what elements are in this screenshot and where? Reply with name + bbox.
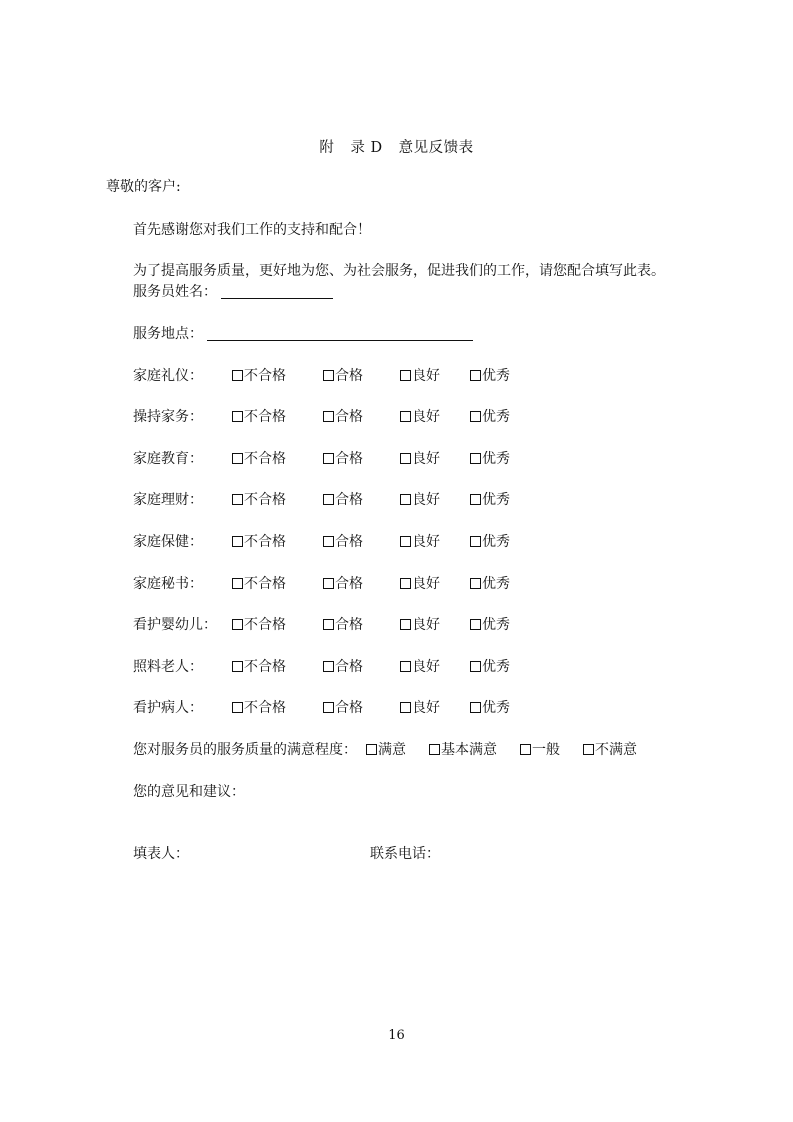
rating-option-good[interactable]: 良好 [400,575,440,593]
rating-option-pass[interactable]: 合格 [323,450,363,468]
rating-option-fail[interactable]: 不合格 [232,367,286,385]
rating-option-excellent[interactable]: 优秀 [470,616,510,634]
rating-option-pass[interactable]: 合格 [323,658,363,676]
checkbox-icon[interactable] [323,411,334,422]
rating-option-excellent[interactable]: 优秀 [470,575,510,593]
checkbox-icon[interactable] [470,578,481,589]
checkbox-icon[interactable] [232,661,243,672]
rating-option-fail[interactable]: 不合格 [232,616,286,634]
checkbox-icon[interactable] [323,536,334,547]
rating-label-infant-care: 看护婴幼儿： [133,617,217,633]
rating-option-excellent[interactable]: 优秀 [470,533,510,551]
rating-option-good[interactable]: 良好 [400,658,440,676]
checkbox-icon[interactable] [323,661,334,672]
satisfaction-option-basically-satisfied[interactable]: 基本满意 [429,741,497,759]
rating-option-fail[interactable]: 不合格 [232,450,286,468]
checkbox-icon[interactable] [232,578,243,589]
checkbox-icon[interactable] [400,536,411,547]
checkbox-icon[interactable] [400,702,411,713]
checkbox-icon[interactable] [323,494,334,505]
rating-option-good[interactable]: 良好 [400,533,440,551]
checkbox-icon[interactable] [470,453,481,464]
checkbox-icon[interactable] [400,370,411,381]
checkbox-icon[interactable] [400,578,411,589]
rating-label-patient-care: 看护病人： [133,700,203,716]
title-part-3: 意见反馈表 [398,140,474,156]
rating-option-pass[interactable]: 合格 [323,575,363,593]
suggestions-label: 您的意见和建议： [133,784,245,800]
rating-option-good[interactable]: 良好 [400,616,440,634]
rating-option-pass[interactable]: 合格 [323,367,363,385]
checkbox-icon[interactable] [429,744,440,755]
rating-label-housework: 操持家务： [133,409,203,425]
page-number: 16 [388,1028,405,1043]
staff-name-field[interactable] [221,284,333,299]
rating-option-good[interactable]: 良好 [400,699,440,717]
rating-option-good[interactable]: 良好 [400,408,440,426]
service-location-row [133,325,473,343]
phone-label: 联系电话： [370,846,440,862]
title-part-1: 附 [319,140,335,156]
rating-option-excellent[interactable]: 优秀 [470,450,510,468]
service-location-field[interactable] [207,326,473,341]
rating-label-elderly-care: 照料老人： [133,659,203,675]
rating-option-excellent[interactable]: 优秀 [470,658,510,676]
satisfaction-label: 您对服务员的服务质量的满意程度： [133,742,357,758]
checkbox-icon[interactable] [400,411,411,422]
rating-option-fail[interactable]: 不合格 [232,658,286,676]
title-part-2: 录 D [350,140,383,156]
checkbox-icon[interactable] [323,578,334,589]
checkbox-icon[interactable] [470,702,481,713]
staff-name-label: 服务员姓名： [133,284,217,300]
rating-option-pass[interactable]: 合格 [323,408,363,426]
rating-option-pass[interactable]: 合格 [323,491,363,509]
rating-option-good[interactable]: 良好 [400,491,440,509]
satisfaction-option-average[interactable]: 一般 [520,741,560,759]
checkbox-icon[interactable] [232,494,243,505]
rating-option-excellent[interactable]: 优秀 [470,367,510,385]
checkbox-icon[interactable] [323,453,334,464]
checkbox-icon[interactable] [470,494,481,505]
checkbox-icon[interactable] [583,744,594,755]
rating-label-etiquette: 家庭礼仪： [133,368,203,384]
intro-text: 为了提高服务质量，更好地为您、为社会服务，促进我们的工作，请您配合填写此表。 [133,263,665,279]
checkbox-icon[interactable] [470,411,481,422]
rating-option-fail[interactable]: 不合格 [232,533,286,551]
rating-label-finance: 家庭理财： [133,492,203,508]
rating-option-fail[interactable]: 不合格 [232,408,286,426]
checkbox-icon[interactable] [400,661,411,672]
rating-label-secretary: 家庭秘书： [133,576,203,592]
checkbox-icon[interactable] [232,453,243,464]
checkbox-icon[interactable] [323,370,334,381]
checkbox-icon[interactable] [520,744,531,755]
rating-option-pass[interactable]: 合格 [323,533,363,551]
checkbox-icon[interactable] [470,536,481,547]
rating-option-pass[interactable]: 合格 [323,699,363,717]
rating-label-healthcare: 家庭保健： [133,534,203,550]
checkbox-icon[interactable] [470,619,481,630]
page-title [0,139,793,157]
satisfaction-option-unsatisfied[interactable]: 不满意 [583,741,637,759]
rating-option-excellent[interactable]: 优秀 [470,491,510,509]
checkbox-icon[interactable] [232,536,243,547]
satisfaction-option-satisfied[interactable]: 满意 [366,741,406,759]
checkbox-icon[interactable] [232,370,243,381]
rating-option-excellent[interactable]: 优秀 [470,408,510,426]
checkbox-icon[interactable] [232,619,243,630]
checkbox-icon[interactable] [232,702,243,713]
thanks-text: 首先感谢您对我们工作的支持和配合！ [133,222,371,238]
rating-option-excellent[interactable]: 优秀 [470,699,510,717]
checkbox-icon[interactable] [470,661,481,672]
checkbox-icon[interactable] [323,619,334,630]
rating-option-fail[interactable]: 不合格 [232,699,286,717]
staff-name-row [133,283,333,301]
checkbox-icon[interactable] [400,494,411,505]
checkbox-icon[interactable] [400,453,411,464]
rating-label-education: 家庭教育： [133,451,203,467]
rating-option-good[interactable]: 良好 [400,450,440,468]
checkbox-icon[interactable] [323,702,334,713]
checkbox-icon[interactable] [232,411,243,422]
service-location-label: 服务地点： [133,326,203,342]
greeting: 尊敬的客户: [106,179,181,195]
rating-option-good[interactable]: 良好 [400,367,440,385]
checkbox-icon[interactable] [400,619,411,630]
checkbox-icon[interactable] [470,370,481,381]
checkbox-icon[interactable] [366,744,377,755]
rating-option-fail[interactable]: 不合格 [232,575,286,593]
rating-option-pass[interactable]: 合格 [323,616,363,634]
filler-label: 填表人： [133,846,189,862]
rating-option-fail[interactable]: 不合格 [232,491,286,509]
